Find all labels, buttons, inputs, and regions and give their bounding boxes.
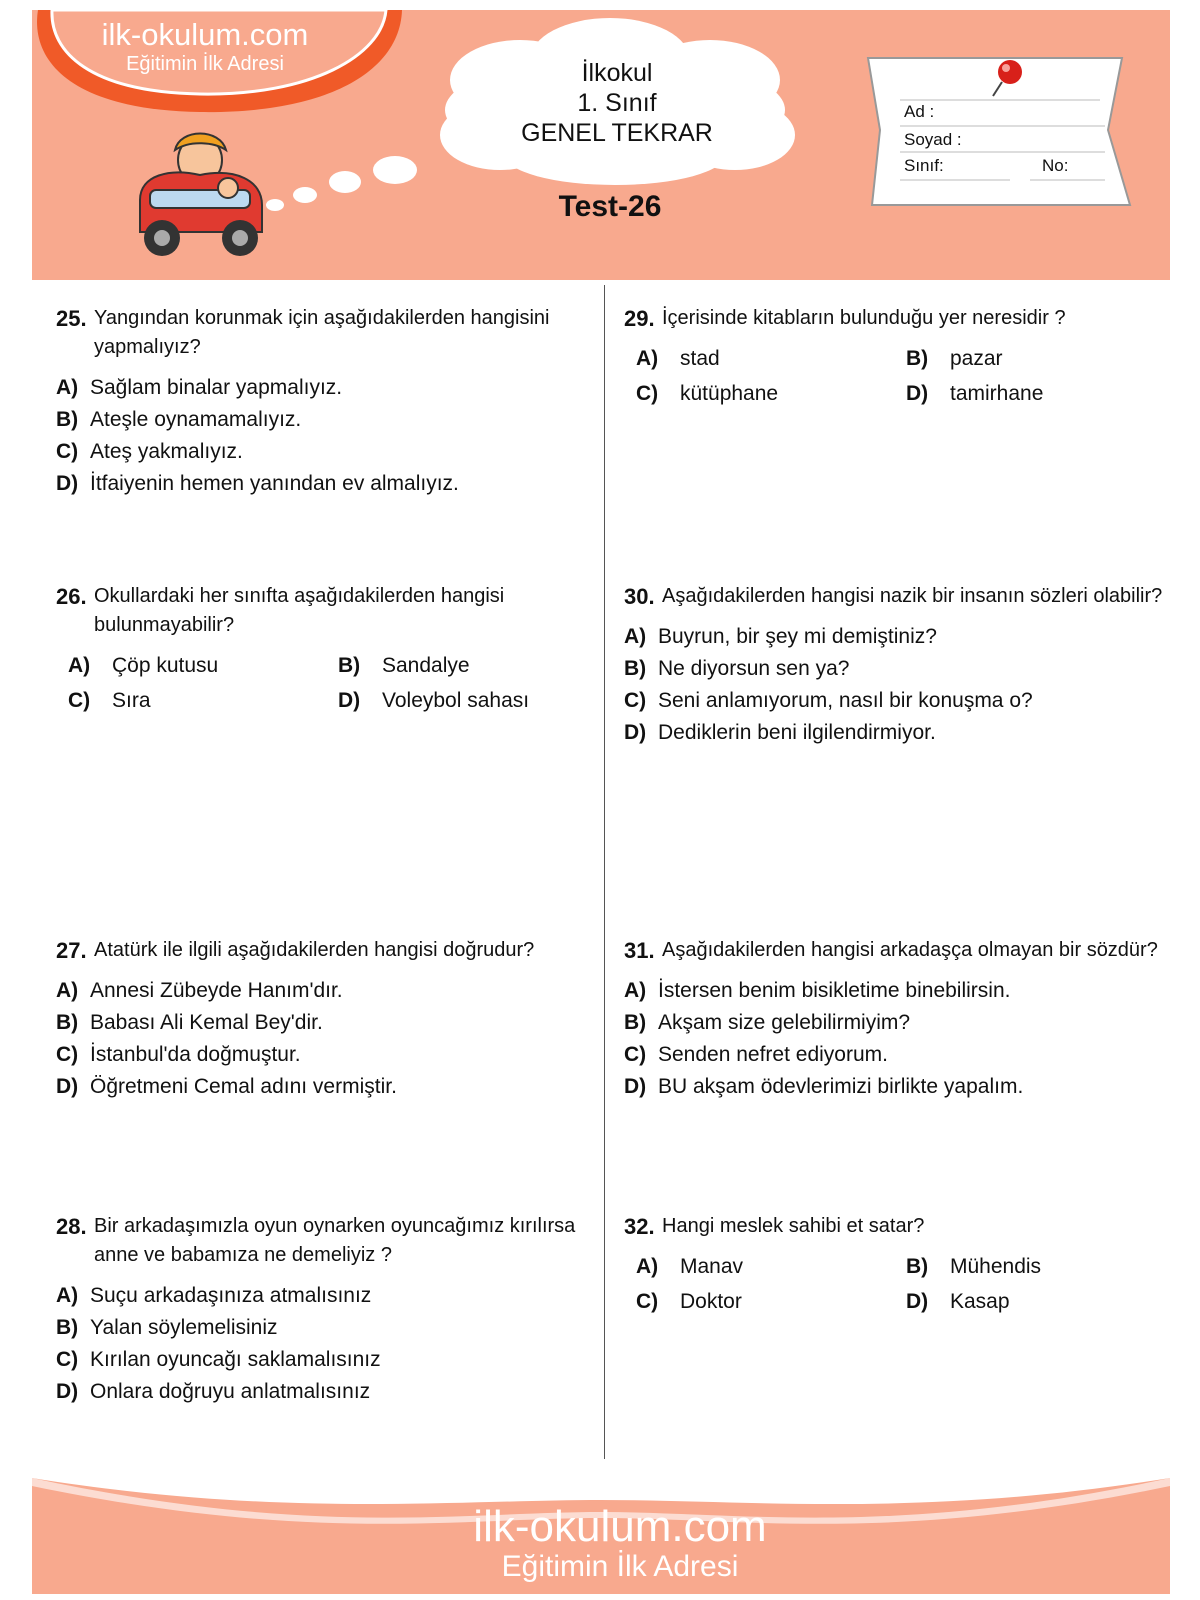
option-d[interactable]: D) Voleybol sahası	[338, 689, 530, 712]
question-number: 27.	[56, 938, 87, 963]
option-d[interactable]: D) Dediklerin beni ilgilendirmiyor.	[624, 721, 936, 744]
question-text: Hangi meslek sahibi et satar?	[662, 1215, 925, 1237]
card-sinif-label: Sınıf:	[904, 156, 944, 175]
option-b[interactable]: B) Yalan söylemelisiniz	[56, 1316, 278, 1339]
column-divider	[604, 285, 605, 1459]
option-b[interactable]: B) pazar	[906, 347, 1003, 370]
option-a[interactable]: A) Suçu arkadaşınıza atmalısınız	[56, 1284, 372, 1307]
question-31	[624, 936, 1164, 1103]
option-c[interactable]: C) Doktor	[636, 1290, 742, 1313]
footer-logo	[360, 1504, 880, 1584]
option-c[interactable]: C) Senden nefret ediyorum.	[624, 1043, 888, 1066]
question-29	[624, 304, 1164, 410]
option-c[interactable]: C) Kırılan oyuncağı saklamalısınız	[56, 1348, 381, 1371]
option-a[interactable]: A) Sağlam binalar yapmalıyız.	[56, 376, 343, 399]
question-text: Aşağıdakilerden hangisi arkadaşça olmayan bir sözdür?	[662, 939, 1158, 961]
question-text: Yangından korunmak için aşağıdakilerden hangisini yapmalıyız?	[94, 307, 550, 358]
footer-slogan: Eğitimin İlk Adresi	[501, 1550, 739, 1583]
option-b[interactable]: B) Ateşle oynamamalıyız.	[56, 408, 302, 431]
option-c[interactable]: C) İstanbul'da doğmuştur.	[56, 1043, 301, 1066]
option-d[interactable]: D) tamirhane	[906, 382, 1044, 405]
question-text: Atatürk ile ilgili aşağıdakilerden hangisi doğrudur?	[94, 939, 535, 961]
option-a[interactable]: A) Manav	[636, 1255, 744, 1278]
option-a[interactable]: A) stad	[636, 347, 720, 370]
question-32	[624, 1212, 1164, 1318]
option-a[interactable]: A) İstersen benim bisikletime binebilirsin.	[624, 979, 1011, 1002]
card-no-label: No:	[1042, 156, 1069, 175]
question-number: 26.	[56, 584, 87, 609]
question-number: 32.	[624, 1214, 655, 1239]
cloud-line-2: 1. Sınıf	[577, 89, 657, 117]
test-title: Test-26	[558, 190, 662, 223]
cloud-line-3: GENEL TEKRAR	[521, 119, 713, 147]
brand-site: ilk-okulum.com	[101, 17, 309, 52]
option-c[interactable]: C) Ateş yakmalıyız.	[56, 440, 243, 463]
option-b[interactable]: B) Babası Ali Kemal Bey'dir.	[56, 1011, 323, 1034]
question-26	[56, 582, 586, 717]
cloud-line-1: İlkokul	[581, 59, 653, 87]
option-b[interactable]: B) Mühendis	[906, 1255, 1042, 1278]
cloud-title	[452, 58, 782, 148]
question-number: 31.	[624, 938, 655, 963]
brand-logo	[60, 18, 350, 76]
option-a[interactable]: A) Buyrun, bir şey mi demiştiniz?	[624, 625, 937, 648]
option-d[interactable]: D) BU akşam ödevlerimizi birlikte yapalım.	[624, 1075, 1024, 1098]
option-b[interactable]: B) Ne diyorsun sen ya?	[624, 657, 850, 680]
option-b[interactable]: B) Sandalye	[338, 654, 470, 677]
question-text: Bir arkadaşımızla oyun oynarken oyuncağımız kırılırsa anne ve babamıza ne demeliyiz ?	[94, 1215, 576, 1266]
option-d[interactable]: D) Öğretmeni Cemal adını vermiştir.	[56, 1075, 397, 1098]
option-a[interactable]: A) Annesi Zübeyde Hanım'dır.	[56, 979, 343, 1002]
option-b[interactable]: B) Akşam size gelebilirmiyim?	[624, 1011, 911, 1034]
footer-site: ilk-okulum.com	[473, 1502, 767, 1551]
question-28	[56, 1212, 586, 1408]
question-25	[56, 304, 576, 500]
option-d[interactable]: D) Kasap	[906, 1290, 1010, 1313]
question-30	[624, 582, 1164, 749]
option-c[interactable]: C) kütüphane	[636, 382, 779, 405]
car-cartoon-icon	[140, 134, 262, 257]
card-soyad-label: Soyad :	[904, 130, 962, 149]
card-ad-label: Ad :	[904, 102, 935, 121]
question-number: 25.	[56, 306, 87, 331]
brand-slogan: Eğitimin İlk Adresi	[126, 53, 284, 75]
pin-icon	[998, 60, 1022, 84]
question-text: İçerisinde kitabların bulunduğu yer neresidir ?	[662, 307, 1066, 329]
question-text: Aşağıdakilerden hangisi nazik bir insanın sözleri olabilir?	[662, 585, 1163, 607]
option-d[interactable]: D) Onlara doğruyu anlatmalısınız	[56, 1380, 371, 1403]
option-c[interactable]: C) Seni anlamıyorum, nasıl bir konuşma o?	[624, 689, 1033, 712]
question-27	[56, 936, 556, 1103]
question-number: 29.	[624, 306, 655, 331]
question-number: 28.	[56, 1214, 87, 1239]
option-c[interactable]: C) Sıra	[68, 689, 151, 712]
option-a[interactable]: A) Çöp kutusu	[68, 654, 219, 677]
question-number: 30.	[624, 584, 655, 609]
question-text: Okullardaki her sınıfta aşağıdakilerden hangisi bulunmayabilir?	[94, 585, 505, 636]
option-d[interactable]: D) İtfaiyenin hemen yanından ev almalıyız.	[56, 472, 459, 495]
